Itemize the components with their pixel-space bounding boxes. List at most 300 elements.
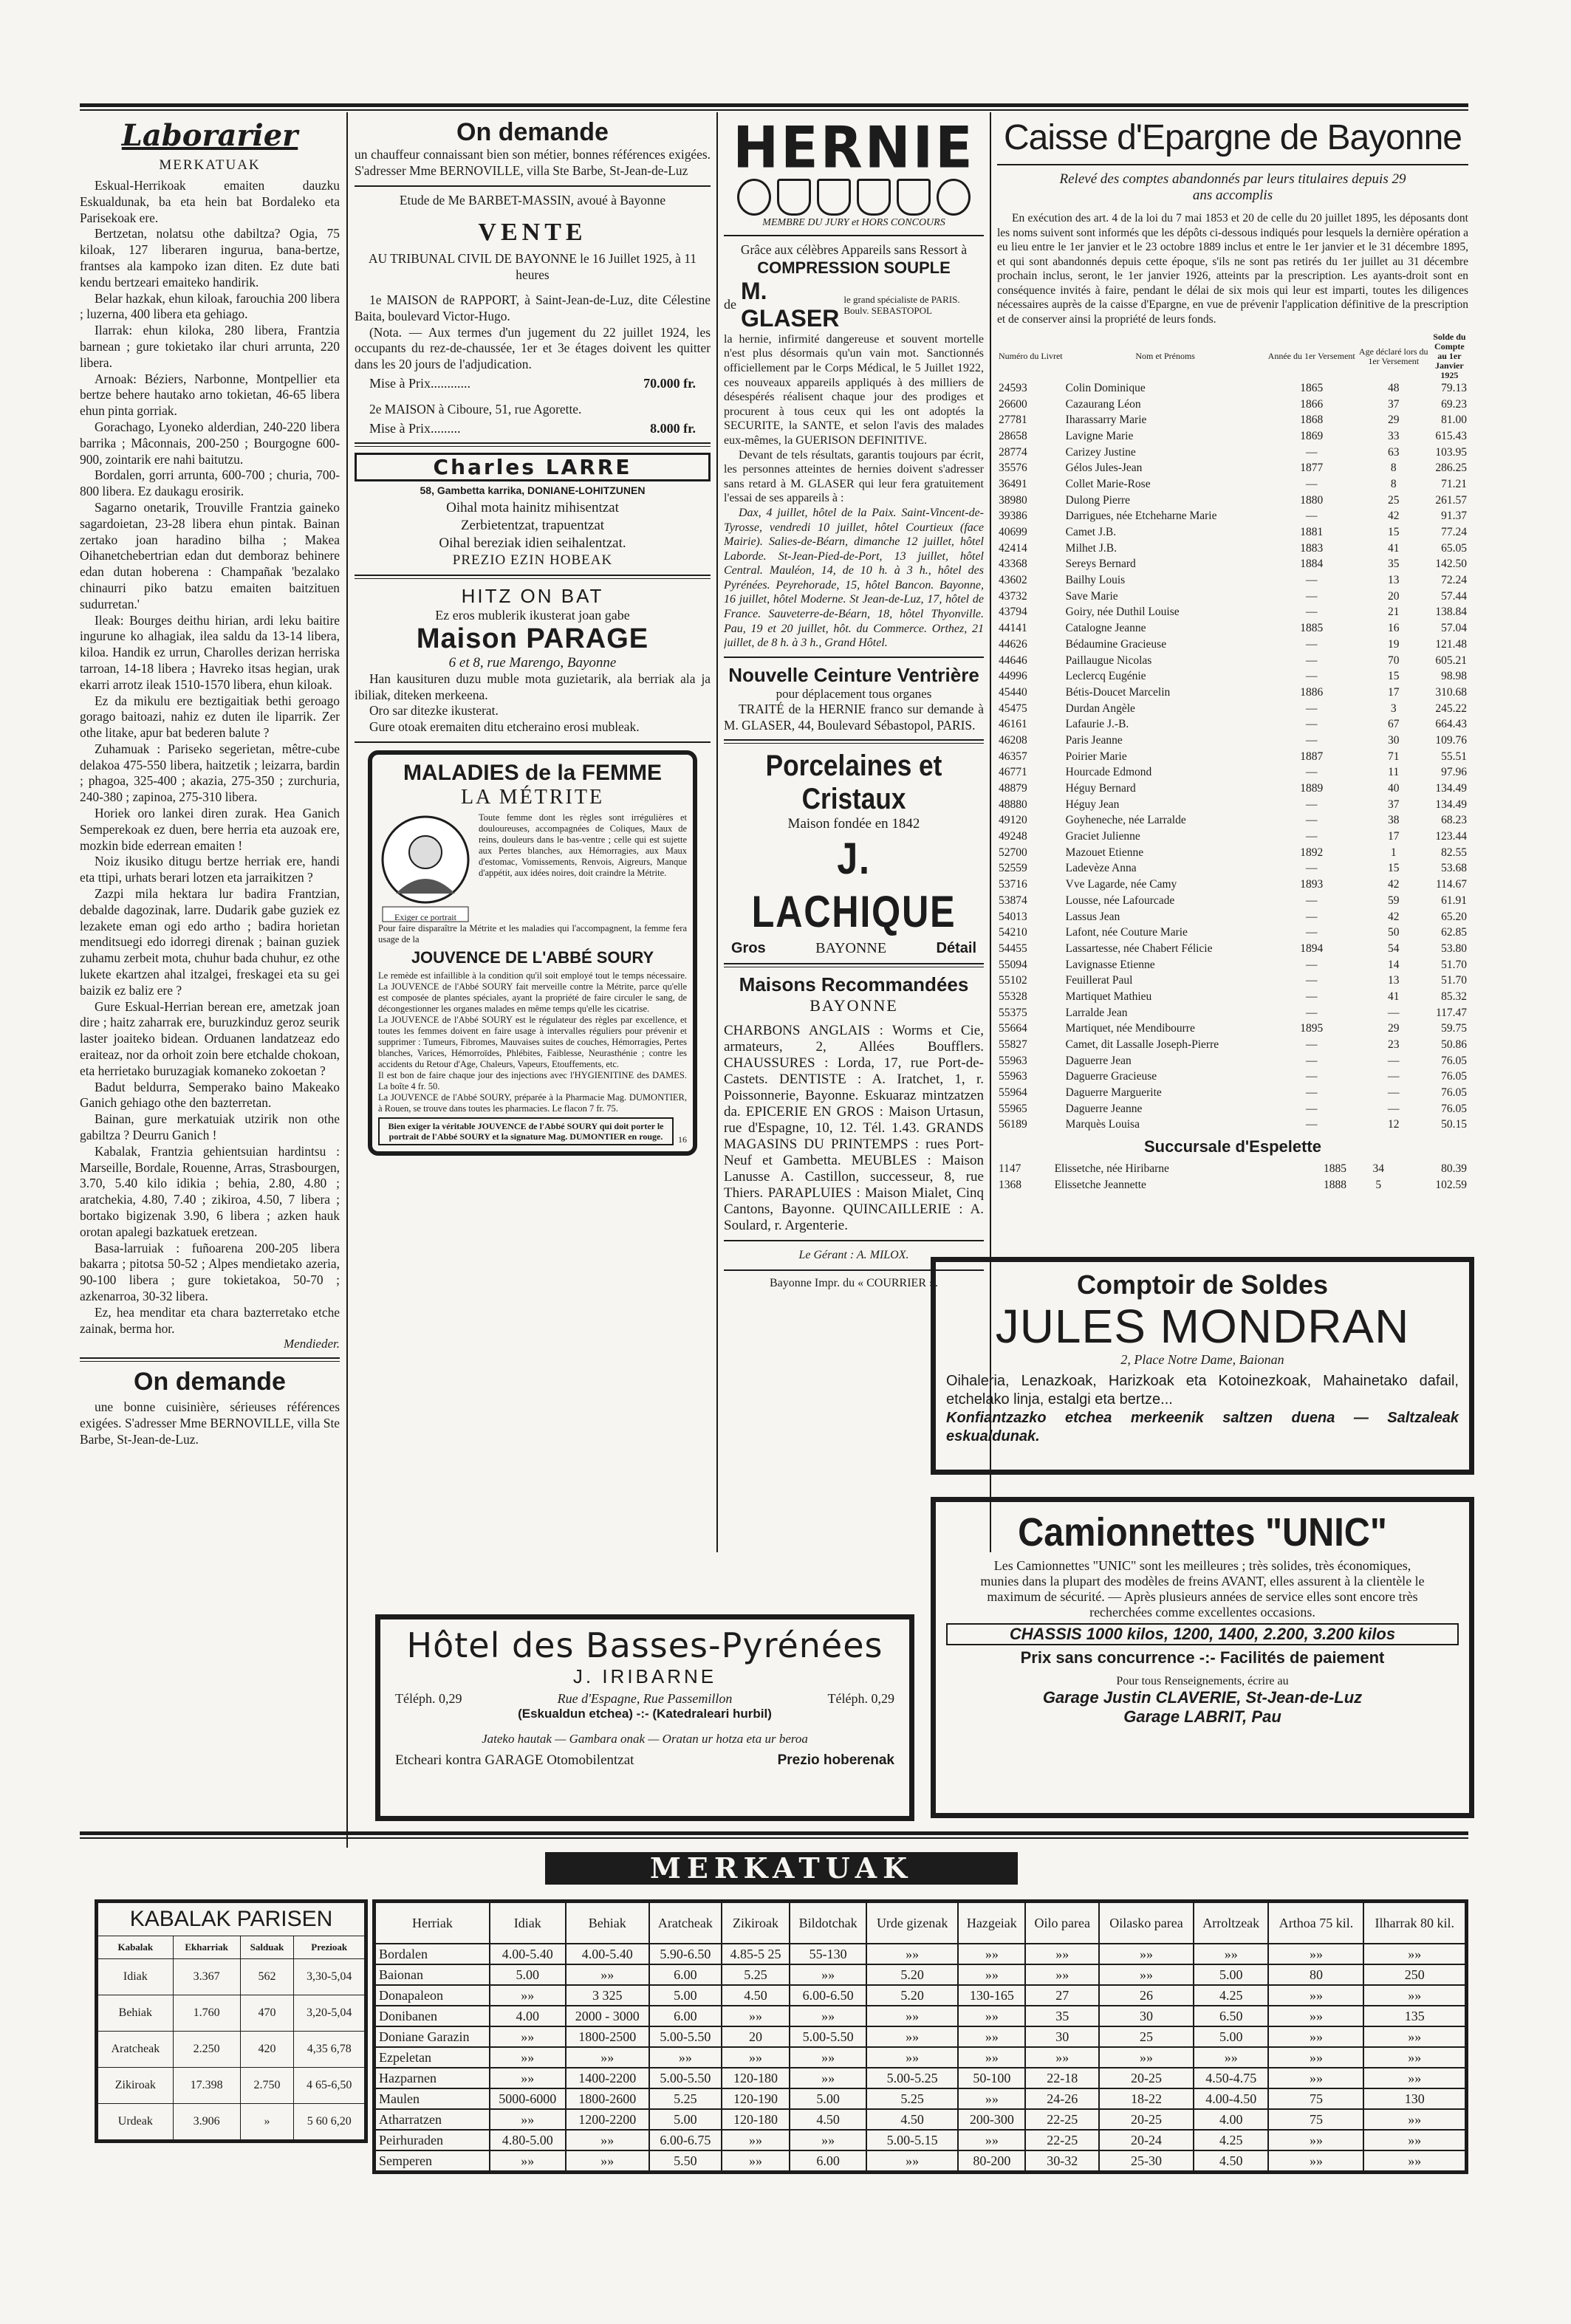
price-cell: »» bbox=[958, 2130, 1025, 2150]
price-cell: 5.00 bbox=[790, 2088, 866, 2109]
declared-age: 54 bbox=[1387, 942, 1400, 955]
balance: 85.32 bbox=[1441, 990, 1467, 1003]
unic-renseignements: Pour tous Renseignements, écrire au bbox=[1116, 1675, 1289, 1687]
mondran-address: 2, Place Notre Dame, Baionan bbox=[1120, 1352, 1284, 1367]
jouvence-text3: Il est bon de faire chaque jour des injections avec l'HYGIENITINE des DAMES. La boîte 4 fr. 50. bbox=[378, 1069, 687, 1091]
declared-age: 33 bbox=[1387, 429, 1400, 442]
declared-age: 25 bbox=[1387, 493, 1400, 507]
divider bbox=[355, 442, 711, 447]
caisse-row bbox=[997, 1053, 1468, 1069]
paris-header: Kabalak bbox=[97, 1936, 174, 1959]
balance: 114.67 bbox=[1435, 878, 1467, 891]
animal-type: Zikiroak bbox=[97, 2068, 174, 2104]
paris-row bbox=[97, 2032, 366, 2068]
caisse-rows bbox=[997, 380, 1468, 1133]
town-name: Semperen bbox=[374, 2150, 490, 2173]
article-paragraph: Ilarrak: ehun kiloka, 280 libera, Frantzia barnean ; gure tokietako ilar churi arrunta, 220 libera. bbox=[80, 323, 340, 370]
first-deposit-year: — bbox=[1305, 733, 1318, 747]
declared-age: 48 bbox=[1387, 381, 1400, 394]
price-cell: 25 bbox=[1099, 2026, 1194, 2047]
town-name: Bordalen bbox=[374, 1944, 490, 1964]
caisse-row bbox=[997, 428, 1468, 445]
livret-number: 43602 bbox=[999, 574, 1027, 587]
account-name: Lafaurie J.-B. bbox=[1065, 718, 1129, 731]
declared-age: 23 bbox=[1387, 1038, 1400, 1052]
market-row bbox=[374, 2006, 1467, 2026]
account-name: Leclercq Eugénie bbox=[1065, 670, 1146, 683]
price-cell: 2000 - 3000 bbox=[566, 2006, 649, 2026]
caisse-row bbox=[997, 445, 1468, 461]
balance: 77.24 bbox=[1441, 526, 1467, 539]
first-deposit-year: — bbox=[1305, 1070, 1318, 1083]
glaser-row bbox=[724, 278, 984, 332]
unic-text: Les Camionnettes "UNIC" sont les meilleures ; très solides, très économiques, munies dans la plupart des modèles de freins AVANT, elles assurent à la clientèle le maximum de sécurité. — Après plusieurs années de service elles sont encore très recherchées comme excellentes occasions. bbox=[980, 1558, 1425, 1619]
declared-age: 42 bbox=[1387, 878, 1400, 891]
parage-text: Han kausituren duzu muble mota guzietarik, ala berriak ala ja ibiliak, diteken merkeena. bbox=[355, 671, 711, 702]
abbe-portrait bbox=[378, 812, 473, 923]
declared-age: 21 bbox=[1387, 606, 1400, 619]
first-deposit-year: 1883 bbox=[1300, 541, 1324, 555]
account-name: Bailhy Louis bbox=[1065, 574, 1126, 587]
account-name: Graciet Julienne bbox=[1065, 830, 1140, 843]
price-cell: »» bbox=[1268, 2047, 1363, 2068]
price-cell: 4.00 bbox=[490, 2006, 566, 2026]
livret-number: 48880 bbox=[999, 798, 1027, 811]
price-cell: 27 bbox=[1025, 1985, 1099, 2006]
header-age: Age déclaré lors du 1er Versement bbox=[1358, 346, 1428, 366]
article-paragraph: Bordalen, gorri arrunta, 600-700 ; churia, 700-800 libera. Ez daukagu erosirik. bbox=[80, 467, 340, 499]
declared-age: 41 bbox=[1387, 541, 1400, 555]
caisse-row bbox=[997, 797, 1468, 813]
first-deposit-year: 1889 bbox=[1300, 782, 1324, 795]
declared-age: 11 bbox=[1388, 766, 1400, 779]
declared-age: 70 bbox=[1387, 654, 1400, 667]
first-deposit-year: — bbox=[1305, 654, 1318, 667]
caisse-row bbox=[997, 637, 1468, 653]
declared-age: 8 bbox=[1390, 477, 1397, 490]
declared-age: 13 bbox=[1387, 974, 1400, 987]
market-row bbox=[374, 1985, 1467, 2006]
tribunal-line: AU TRIBUNAL CIVIL DE BAYONNE le 16 Juillet 1925, à 11 heures bbox=[369, 251, 696, 283]
balance: 57.44 bbox=[1441, 589, 1467, 603]
article-subtitle: MERKATUAK bbox=[159, 157, 261, 173]
jouvence-warning-row bbox=[378, 1117, 687, 1145]
article-paragraph: Basa-larruiak : fuñoarena 200-205 libera bakarra ; pitotsa 50-52 ; Alpes mendietako azeria, 90-100 libera ; gure tokietakoa, 50-70 ; azkenarroa, 30-32 libera. bbox=[80, 1240, 340, 1303]
caisse-row bbox=[997, 541, 1468, 557]
price-cell: 6.00-6.75 bbox=[649, 2130, 722, 2150]
caisse-row bbox=[997, 716, 1468, 733]
hotel-tel-2: Téléph. 0,29 bbox=[827, 1691, 894, 1706]
article-paragraph: Ez, hea menditar eta chara bazterretako etche zainak, berma hor. bbox=[80, 1304, 340, 1336]
larre-line: Oihal mota hainitz mihisentzat bbox=[446, 499, 619, 515]
paris-cell: 17.398 bbox=[173, 2068, 240, 2104]
livret-number: 44626 bbox=[999, 637, 1027, 651]
caisse-row bbox=[997, 668, 1468, 685]
herriak-table bbox=[372, 1899, 1468, 2174]
first-deposit-year: 1868 bbox=[1300, 414, 1324, 427]
balance: 310.68 bbox=[1435, 685, 1467, 699]
first-deposit-year: — bbox=[1305, 766, 1318, 779]
price-cell: »» bbox=[1363, 2130, 1466, 2150]
unic-ad bbox=[931, 1497, 1474, 1818]
caisse-intro: En exécution des art. 4 de la loi du 7 mai 1853 et 20 de celle du 20 juillet 1895, les déposants dont les noms suivent sont informés que les dépôts ci-dessous indiqués pour lesquels la dernière opération a eu lieu entre le 1er janvier et le 23 octobre 1889 inclus et entre le 1er janvier et le 31 décembre 1895, et qui sont abandonnés depuis cette époque, s'ils ne sont pas retirés du 1er juillet au 31 décembre prochain inclus, seront, le 1er janvier 1926, atteints par la prescription. Les ayants-droit sont en conséquence invités à faire, pendant le délai de six mois qui leur est imparti, toutes les diligences nécessaires auprès de la caisse d'Epargne, en vue de prévenir l'application définitive de la prescription et de conserver ainsi la propriété de leurs fonds. bbox=[997, 212, 1468, 326]
hotel-contact-row bbox=[395, 1691, 894, 1707]
caisse-row bbox=[997, 1101, 1468, 1117]
porcelaines-title: Porcelaines et Cristaux bbox=[765, 750, 942, 816]
market-row bbox=[374, 2026, 1467, 2047]
caisse-row bbox=[997, 781, 1468, 797]
price-cell: »» bbox=[790, 2047, 866, 2068]
caisse-row bbox=[997, 845, 1468, 861]
balance: 134.49 bbox=[1435, 798, 1467, 811]
first-deposit-year: — bbox=[1305, 606, 1318, 619]
article-paragraph: Noiz ikusiko ditugu bertze herriak ere, handi eta ttipi, urhats berari lotzen eta jarraikitzen ? bbox=[80, 854, 340, 885]
price-cell: »» bbox=[1268, 1944, 1363, 1964]
first-deposit-year: — bbox=[1305, 974, 1318, 987]
declared-age: 5 bbox=[1375, 1178, 1382, 1191]
mondran-title: JULES MONDRAN bbox=[995, 1300, 1410, 1353]
caisse-row bbox=[997, 1037, 1468, 1053]
article-paragraph: Eskual-Herrikoak emaiten dauzku Eskualdunak, ba eta hein bat Bordaleko eta Parisekoak ere. bbox=[80, 178, 340, 225]
ceinture-title: Nouvelle Ceinture Ventrière bbox=[728, 663, 979, 686]
livret-number: 35576 bbox=[999, 462, 1027, 475]
price-cell: »» bbox=[1268, 2006, 1363, 2026]
hotel-tel: Téléph. 0,29 bbox=[395, 1691, 462, 1706]
account-name: Daguerre Jeanne bbox=[1065, 1102, 1143, 1115]
first-deposit-year: — bbox=[1305, 1102, 1318, 1115]
caisse-row bbox=[997, 1177, 1468, 1193]
price-cell: 20-25 bbox=[1099, 2068, 1194, 2088]
balance: 50.15 bbox=[1441, 1118, 1467, 1131]
livret-number: 43794 bbox=[999, 606, 1027, 619]
jouvence-warning: Bien exiger la véritable JOUVENCE de l'Abbé SOURY qui doit porter le portrait de l'Abbé SOURY et la signature Mag. DUMONTIER en rouge. bbox=[378, 1117, 674, 1145]
declared-age: 29 bbox=[1387, 1022, 1400, 1035]
price-cell: 50-100 bbox=[958, 2068, 1025, 2088]
mise-a-prix-1 bbox=[369, 376, 696, 391]
mise-label: Mise à Prix............ bbox=[369, 375, 470, 391]
herriak-header: Behiak bbox=[566, 1902, 649, 1944]
price-cell: 20-24 bbox=[1099, 2130, 1194, 2150]
town-name: Peirhuraden bbox=[374, 2130, 490, 2150]
bottom-rule bbox=[80, 1831, 1468, 1835]
paris-row bbox=[97, 2068, 366, 2104]
price-cell: 5.00 bbox=[1194, 2026, 1269, 2047]
herriak-header: Zikiroak bbox=[722, 1902, 790, 1944]
caisse-row bbox=[997, 509, 1468, 525]
glaser-text2: Devant de tels résultats, garantis toujours par écrit, les personnes atteintes de hernies doivent s'adresser sans retard à M. GLASER qui leur fera gratuitement l'essai de ses appareils à : bbox=[724, 448, 984, 505]
divider bbox=[355, 575, 711, 579]
livret-number: 55963 bbox=[999, 1070, 1027, 1083]
price-cell: »» bbox=[1099, 2047, 1194, 2068]
first-deposit-year: — bbox=[1305, 990, 1318, 1003]
metrite-block bbox=[378, 812, 687, 923]
account-name: Lassus Jean bbox=[1065, 910, 1120, 923]
article-paragraph: Kabalak, Frantzia gehientsuian hardintsu : Marseille, Bordale, Rouenne, Arras, Strasbourgen, 3.70, 5.40 kilo idikia ; behia, 2.80, 4.80 ; aratchekia, 4.80, 7.40 ; zikiroa, 4.50, 7 libera ; bortako bigizenak 3.90, 6 libera ; azken hauk orotan apalegi bazkatuek eretzean. bbox=[80, 1143, 340, 1239]
animal-type: Aratcheak bbox=[97, 2032, 174, 2068]
price-cell: 120-180 bbox=[722, 2109, 790, 2130]
column-divider bbox=[716, 112, 718, 1552]
price-cell: 1400-2200 bbox=[566, 2068, 649, 2088]
header-numero: Numéro du Livret bbox=[999, 351, 1063, 361]
metrite-title: LA MÉTRITE bbox=[460, 785, 605, 809]
caisse-row bbox=[997, 653, 1468, 669]
succursale-rows bbox=[997, 1161, 1468, 1193]
declared-age: 15 bbox=[1387, 862, 1400, 875]
account-name: Bédaumine Gracieuse bbox=[1065, 637, 1167, 651]
livret-number: 54210 bbox=[999, 926, 1027, 939]
town-name: Donapaleon bbox=[374, 1985, 490, 2006]
article-paragraph: Gure Eskual-Herrian berean ere, ametzak joan dire ; haitz zaharrak ere, buruzkinduz geroz seurik laster joaiteko bidean. Orduanen landatzeaz edo eraiteaz, nor da orhoit zoin bere etchalde chokoan, eta herrietako buruzagiak komaneko zokoetan ? bbox=[80, 998, 340, 1078]
livret-number: 55375 bbox=[999, 1006, 1027, 1019]
declared-age: — bbox=[1387, 1070, 1400, 1083]
market-row bbox=[374, 2109, 1467, 2130]
header-solde: Solde du Compte au 1er Janvier 1925 bbox=[1433, 332, 1466, 380]
first-deposit-year: 1884 bbox=[1300, 558, 1324, 571]
unic-prix: Prix sans concurrence -:- Facilités de paiement bbox=[1020, 1648, 1385, 1667]
caisse-row bbox=[997, 1069, 1468, 1086]
lot1-text: 1e MAISON de RAPPORT, à Saint-Jean-de-Luz, dite Célestine Baita, boulevard Victor-Hugo. bbox=[355, 292, 711, 323]
divider bbox=[724, 657, 984, 658]
price-cell: 5.00 bbox=[1194, 1964, 1269, 1985]
balance: 142.50 bbox=[1435, 558, 1467, 571]
article-paragraph: Horiek oro lankei diren zurak. Hea Ganich Semperekoak ez duen, bere herria eta auzoak ere, mozkin bide ederrean emaiten ! bbox=[80, 806, 340, 853]
first-deposit-year: 1880 bbox=[1300, 493, 1324, 507]
mise-a-prix-2 bbox=[369, 421, 696, 436]
paris-header-row bbox=[97, 1936, 366, 1959]
glaser-de: de bbox=[724, 297, 736, 312]
price-cell: 250 bbox=[1363, 1964, 1466, 1985]
account-name: Collet Marie-Rose bbox=[1065, 477, 1151, 490]
mondran-top: Comptoir de Soldes bbox=[1076, 1269, 1329, 1300]
caisse-row bbox=[997, 380, 1468, 397]
livret-number: 49120 bbox=[999, 814, 1027, 827]
price-cell: 18-22 bbox=[1099, 2088, 1194, 2109]
declared-age: 8 bbox=[1390, 462, 1397, 475]
price-cell: »» bbox=[490, 2026, 566, 2047]
first-deposit-year: 1865 bbox=[1300, 381, 1324, 394]
price-cell: 35 bbox=[1025, 2006, 1099, 2026]
balance: 62.85 bbox=[1441, 926, 1467, 939]
declared-age: 1 bbox=[1390, 846, 1397, 859]
first-deposit-year: — bbox=[1305, 1006, 1318, 1019]
livret-number: 46208 bbox=[999, 733, 1027, 747]
maison-fondee: Maison fondée en 1842 bbox=[787, 816, 920, 832]
balance: 117.47 bbox=[1435, 1006, 1467, 1019]
price-cell: »» bbox=[722, 2047, 790, 2068]
first-deposit-year: 1888 bbox=[1323, 1178, 1346, 1191]
price-cell: »» bbox=[649, 2047, 722, 2068]
account-name: Milhet J.B. bbox=[1065, 541, 1117, 555]
price-cell: 5.00-5.50 bbox=[790, 2026, 866, 2047]
caisse-row bbox=[997, 493, 1468, 509]
livret-number: 1368 bbox=[999, 1178, 1021, 1191]
livret-number: 55965 bbox=[999, 1102, 1027, 1115]
price-cell: 4.80-5.00 bbox=[490, 2130, 566, 2150]
unic-chassis: CHASSIS 1000 kilos, 1200, 1400, 2.200, 3.200 kilos bbox=[946, 1623, 1459, 1645]
paris-header: Salduak bbox=[240, 1936, 294, 1959]
livret-number: 26600 bbox=[999, 397, 1027, 411]
declared-age: — bbox=[1387, 1006, 1400, 1019]
balance: 123.44 bbox=[1435, 830, 1467, 843]
imprimerie: Bayonne Impr. du « COURRIER ». bbox=[770, 1277, 938, 1290]
balance: 82.55 bbox=[1441, 846, 1467, 859]
price-cell: »» bbox=[566, 2047, 649, 2068]
account-name: Lavignasse Etienne bbox=[1065, 958, 1155, 971]
account-name: Goiry, née Duthil Louise bbox=[1065, 606, 1180, 619]
caisse-row bbox=[997, 701, 1468, 717]
price-cell: »» bbox=[790, 2068, 866, 2088]
price-cell: »» bbox=[1194, 1944, 1269, 1964]
first-deposit-year: 1869 bbox=[1300, 429, 1324, 442]
town-name: Maulen bbox=[374, 2088, 490, 2109]
succursale-table bbox=[997, 1161, 1468, 1193]
price-cell: 75 bbox=[1268, 2109, 1363, 2130]
livret-number: 43368 bbox=[999, 558, 1027, 571]
portrait-caption: Exiger ce portrait bbox=[394, 911, 456, 922]
caisse-row bbox=[997, 877, 1468, 893]
price-cell: »» bbox=[1363, 1944, 1466, 1964]
balance: 134.49 bbox=[1435, 782, 1467, 795]
paris-cell: 3,30-5,04 bbox=[294, 1959, 366, 1995]
herriak-header: Urde gizenak bbox=[866, 1902, 958, 1944]
article-paragraph: Ileak: Bourges deithu hirian, ardi leku baitire ingurune ko alhagiak, ilea saldu da 13-14 libera, kiloa. Handik ez urrun, Charolles derizan herriska tarroan, 14-18 libera ; Havreko itsas hegian, urak ekarri arrotz ileak 1510-1570 libera, ehun kiloak. bbox=[80, 612, 340, 692]
account-name: Lafont, née Couture Marie bbox=[1065, 926, 1188, 939]
balance: 664.43 bbox=[1435, 718, 1467, 731]
first-deposit-year: 1895 bbox=[1300, 1022, 1324, 1035]
balance: 76.05 bbox=[1441, 1070, 1467, 1083]
divider bbox=[997, 164, 1468, 165]
first-deposit-year: — bbox=[1305, 1054, 1318, 1067]
price-cell: »» bbox=[722, 2150, 790, 2173]
header-annee: Année du 1er Versement bbox=[1267, 351, 1355, 361]
price-cell: »» bbox=[958, 2006, 1025, 2026]
column-divider bbox=[346, 112, 348, 1848]
price-cell: 4.25 bbox=[1194, 2130, 1269, 2150]
account-name: Hourcade Edmond bbox=[1065, 766, 1152, 779]
declared-age: 35 bbox=[1387, 558, 1400, 571]
detail-label: Détail bbox=[936, 940, 976, 957]
account-name: Iharassarry Marie bbox=[1065, 414, 1147, 427]
caisse-row bbox=[997, 1085, 1468, 1101]
balance: 91.37 bbox=[1441, 510, 1467, 523]
account-name: Daguerre Gracieuse bbox=[1065, 1070, 1157, 1083]
divider bbox=[724, 963, 984, 967]
hernie-title: HERNIE bbox=[733, 118, 975, 182]
first-deposit-year: — bbox=[1305, 798, 1318, 811]
price-cell: »» bbox=[1363, 2150, 1466, 2173]
first-deposit-year: 1885 bbox=[1323, 1162, 1346, 1176]
lot-note: (Nota. — Aux termes d'un jugement du 22 juillet 1924, les occupants du rez-de-chaussée, 1er et 3e étages doivent les quitter dans les 20 jours de l'adjudication. bbox=[355, 324, 711, 372]
article-body bbox=[80, 178, 340, 1337]
first-deposit-year: — bbox=[1305, 894, 1318, 907]
balance: 138.84 bbox=[1435, 606, 1467, 619]
medal-icon bbox=[777, 179, 811, 216]
hotel-ad bbox=[375, 1614, 914, 1821]
livret-number: 45475 bbox=[999, 702, 1027, 715]
parage-line2: Oro sar ditezke ikusterat. bbox=[369, 703, 499, 719]
account-name: Catalogne Jeanne bbox=[1065, 622, 1146, 635]
article-paragraph: Gorachago, Lyoneko alderdian, 240-220 libera barrika ; Mâconnais, 200-250 ; Bourgogne 600-900, zointarik ere nahi baitutzu. bbox=[80, 419, 340, 467]
hotel-garage: Etcheari kontra GARAGE Otomobilentzat bbox=[395, 1752, 634, 1768]
balance: 109.76 bbox=[1435, 733, 1467, 747]
price-cell: 130-165 bbox=[958, 1985, 1025, 2006]
price-cell: »» bbox=[1363, 2047, 1466, 2068]
paris-rows bbox=[97, 1959, 366, 2142]
balance: 79.13 bbox=[1441, 381, 1467, 394]
caisse-row bbox=[997, 620, 1468, 637]
town-name: Atharratzen bbox=[374, 2109, 490, 2130]
animal-type: Urdeak bbox=[97, 2104, 174, 2142]
price-cell: »» bbox=[722, 2130, 790, 2150]
livret-number: 55664 bbox=[999, 1022, 1027, 1035]
paris-cell: 3.906 bbox=[173, 2104, 240, 2142]
vente-title: VENTE bbox=[478, 219, 587, 247]
first-deposit-year: 1894 bbox=[1300, 942, 1324, 955]
livret-number: 54455 bbox=[999, 942, 1027, 955]
account-name: Paris Jeanne bbox=[1065, 733, 1123, 747]
caisse-row bbox=[997, 1021, 1468, 1038]
price-cell: 4.50 bbox=[1194, 2150, 1269, 2173]
caisse-row bbox=[997, 1161, 1468, 1177]
declared-age: 17 bbox=[1387, 830, 1400, 843]
account-name: Lassartesse, née Chabert Félicie bbox=[1065, 942, 1213, 955]
price-cell: 6.00 bbox=[649, 2006, 722, 2026]
article-paragraph: Ez da mikulu ere beztigaitiak bethi geroago gorago baitoazi, nahiz ez duten ile liparrik. Zer othe litake, apur bat bederen balute ? bbox=[80, 693, 340, 741]
town-name: Donibanen bbox=[374, 2006, 490, 2026]
price-cell: 25-30 bbox=[1099, 2150, 1194, 2173]
price-cell: »» bbox=[958, 1944, 1025, 1964]
paris-row bbox=[97, 1995, 366, 2032]
livret-number: 48879 bbox=[999, 782, 1027, 795]
price-cell: 22-25 bbox=[1025, 2109, 1099, 2130]
price-cell: 6.00 bbox=[649, 1964, 722, 1985]
larre-line: Oihal bereziak idien seihalentzat. bbox=[439, 535, 626, 551]
account-name: Dulong Pierre bbox=[1065, 493, 1131, 507]
price-cell: »» bbox=[790, 2006, 866, 2026]
first-deposit-year: — bbox=[1305, 670, 1318, 683]
mise-value: 70.000 fr. bbox=[643, 375, 696, 391]
balance: 69.23 bbox=[1441, 397, 1467, 411]
caisse-row bbox=[997, 829, 1468, 845]
price-cell: 4.25 bbox=[1194, 1985, 1269, 2006]
account-name: Carizey Justine bbox=[1065, 445, 1136, 459]
price-cell: 30 bbox=[1025, 2026, 1099, 2047]
livret-number: 28774 bbox=[999, 445, 1027, 459]
price-cell: »» bbox=[1363, 2068, 1466, 2088]
jouvence-text: Le remède est infaillible à la condition qu'il soit employé tout le temps nécessaire. La JOUVENCE de l'Abbé SOURY fait merveille contre la Métrite, parce qu'elle est composée de plantes spéciales, ayant la propriété de faire circuler le sang, de décongestionner les organes malades en même temps qu'elle les cicatrise. bbox=[378, 970, 687, 1014]
first-deposit-year: — bbox=[1305, 830, 1318, 843]
caisse-row bbox=[997, 813, 1468, 829]
balance: 102.59 bbox=[1435, 1178, 1467, 1191]
price-cell: 5.25 bbox=[866, 2088, 958, 2109]
jouvence-text4: La JOUVENCE de l'Abbé SOURY, préparée à la Pharmacie Mag. DUMONTIER, à Rouen, se trouve dans toutes les pharmacies. Le flacon 7 fr. 75. bbox=[378, 1091, 687, 1114]
metrite-cure: Pour faire disparaître la Métrite et les maladies qui l'accompagnent, la femme fera usage de la bbox=[378, 922, 687, 945]
price-cell: »» bbox=[1363, 2109, 1466, 2130]
balance: 98.98 bbox=[1441, 670, 1467, 683]
paris-cell: 562 bbox=[240, 1959, 294, 1995]
price-cell: 22-25 bbox=[1025, 2130, 1099, 2150]
livret-number: 49248 bbox=[999, 830, 1027, 843]
price-cell: 80-200 bbox=[958, 2150, 1025, 2173]
livret-number: 52700 bbox=[999, 846, 1027, 859]
caisse-row bbox=[997, 941, 1468, 957]
price-cell: 5.00-5.50 bbox=[649, 2068, 722, 2088]
price-cell: »» bbox=[1363, 1985, 1466, 2006]
price-cell: 80 bbox=[1268, 1964, 1363, 1985]
price-cell: »» bbox=[490, 2109, 566, 2130]
price-cell: »» bbox=[866, 2047, 958, 2068]
article-paragraph: Belar hazkak, ehun kiloak, farouchia 200 libera ; luzerna, 400 libera eta gehiago. bbox=[80, 290, 340, 322]
